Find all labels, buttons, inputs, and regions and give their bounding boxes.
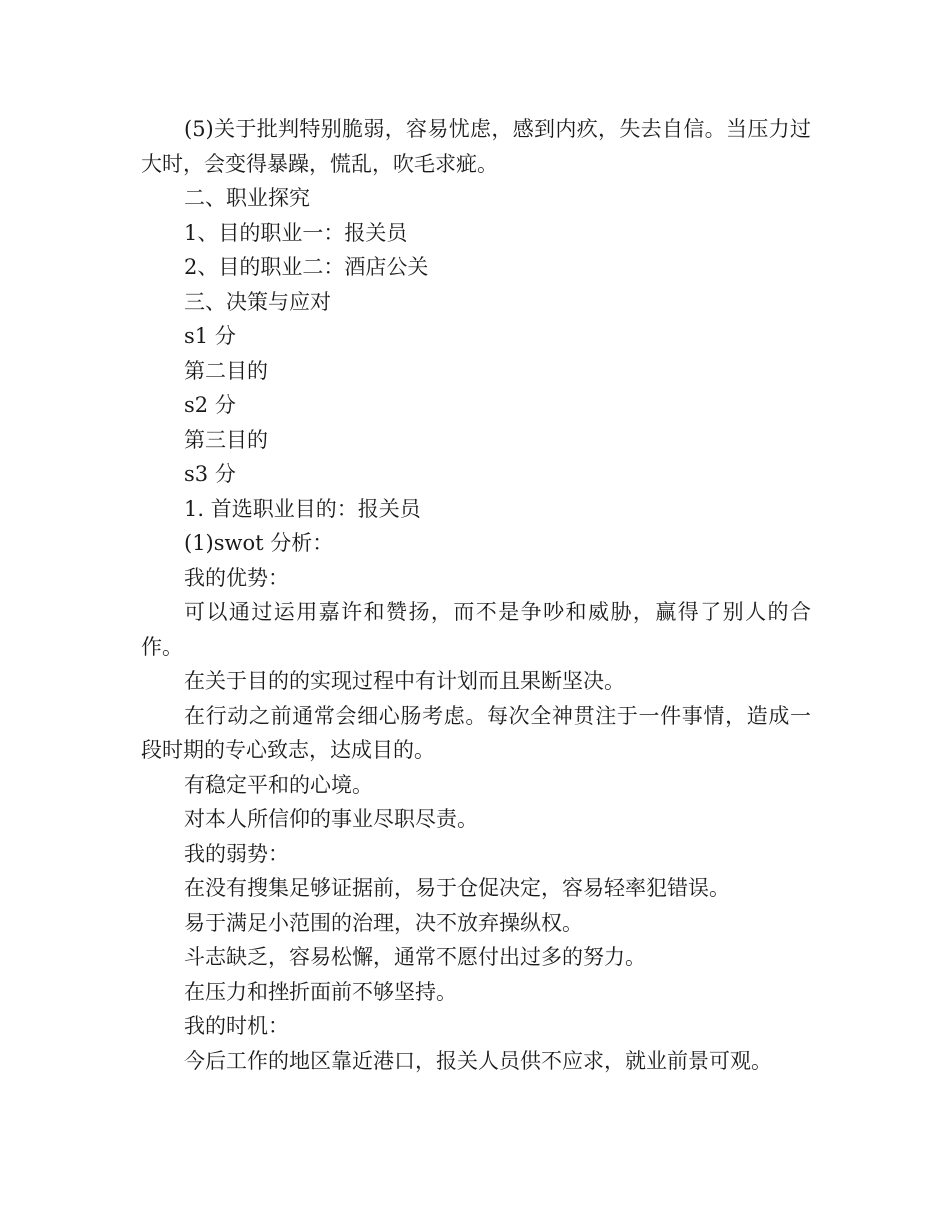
third-target-label: 第三目的 [184, 427, 268, 452]
weaknesses-heading: 我的弱势： [184, 841, 289, 866]
heading-decision-response: 三、决策与应对 [184, 289, 331, 314]
swot-analysis-heading: (1)swot 分析： [184, 531, 334, 555]
strength-item: 在关于目的的实现过程中有计划而且果断坚决。 [184, 669, 625, 693]
target-career-two: 2、目的职业二：酒店公关 [184, 255, 429, 279]
opportunity-item: 今后工作的地区靠近港口，报关人员供不应求，就业前景可观。 [184, 1048, 772, 1073]
score-s3: s3 分 [184, 462, 236, 486]
target-career-one: 1、目的职业一：报关员 [184, 220, 408, 245]
strength-item: 在行动之前通常会细心肠考虑。每次全神贯注于一件事情，造成一段时期的专心致志，达成目的。 [141, 703, 811, 762]
document-body [141, 112, 811, 1078]
strength-item: 有稳定平和的心境。 [184, 772, 373, 797]
strengths-heading: 我的优势： [184, 565, 289, 590]
weakness-item: 斗志缺乏，容易松懈，通常不愿付出过多的努力。 [184, 945, 646, 969]
weakness-item: 易于满足小范围的治理，决不放弃操纵权。 [184, 910, 583, 935]
preferred-career-target: 1. 首选职业目的：报关员 [184, 496, 421, 521]
strength-item: 可以通过运用嘉许和赞扬，而不是争吵和威胁，赢得了别人的合作。 [141, 600, 811, 659]
heading-career-exploration: 二、职业探究 [184, 186, 310, 210]
score-s1: s1 分 [184, 324, 236, 348]
paragraph-self-weakness-5: (5)关于批判特别脆弱，容易忧虑，感到内疚，失去自信。当压力过大时，会变得暴躁，慌乱，吹毛求疵。 [141, 117, 811, 176]
weakness-item: 在压力和挫折面前不够坚持。 [184, 979, 457, 1004]
score-s2: s2 分 [184, 393, 236, 417]
opportunities-heading: 我的时机： [184, 1014, 289, 1038]
strength-item: 对本人所信仰的事业尽职尽责。 [184, 807, 478, 831]
weakness-item: 在没有搜集足够证据前，易于仓促决定，容易轻率犯错误。 [184, 876, 730, 900]
second-target-label: 第二目的 [184, 358, 268, 383]
